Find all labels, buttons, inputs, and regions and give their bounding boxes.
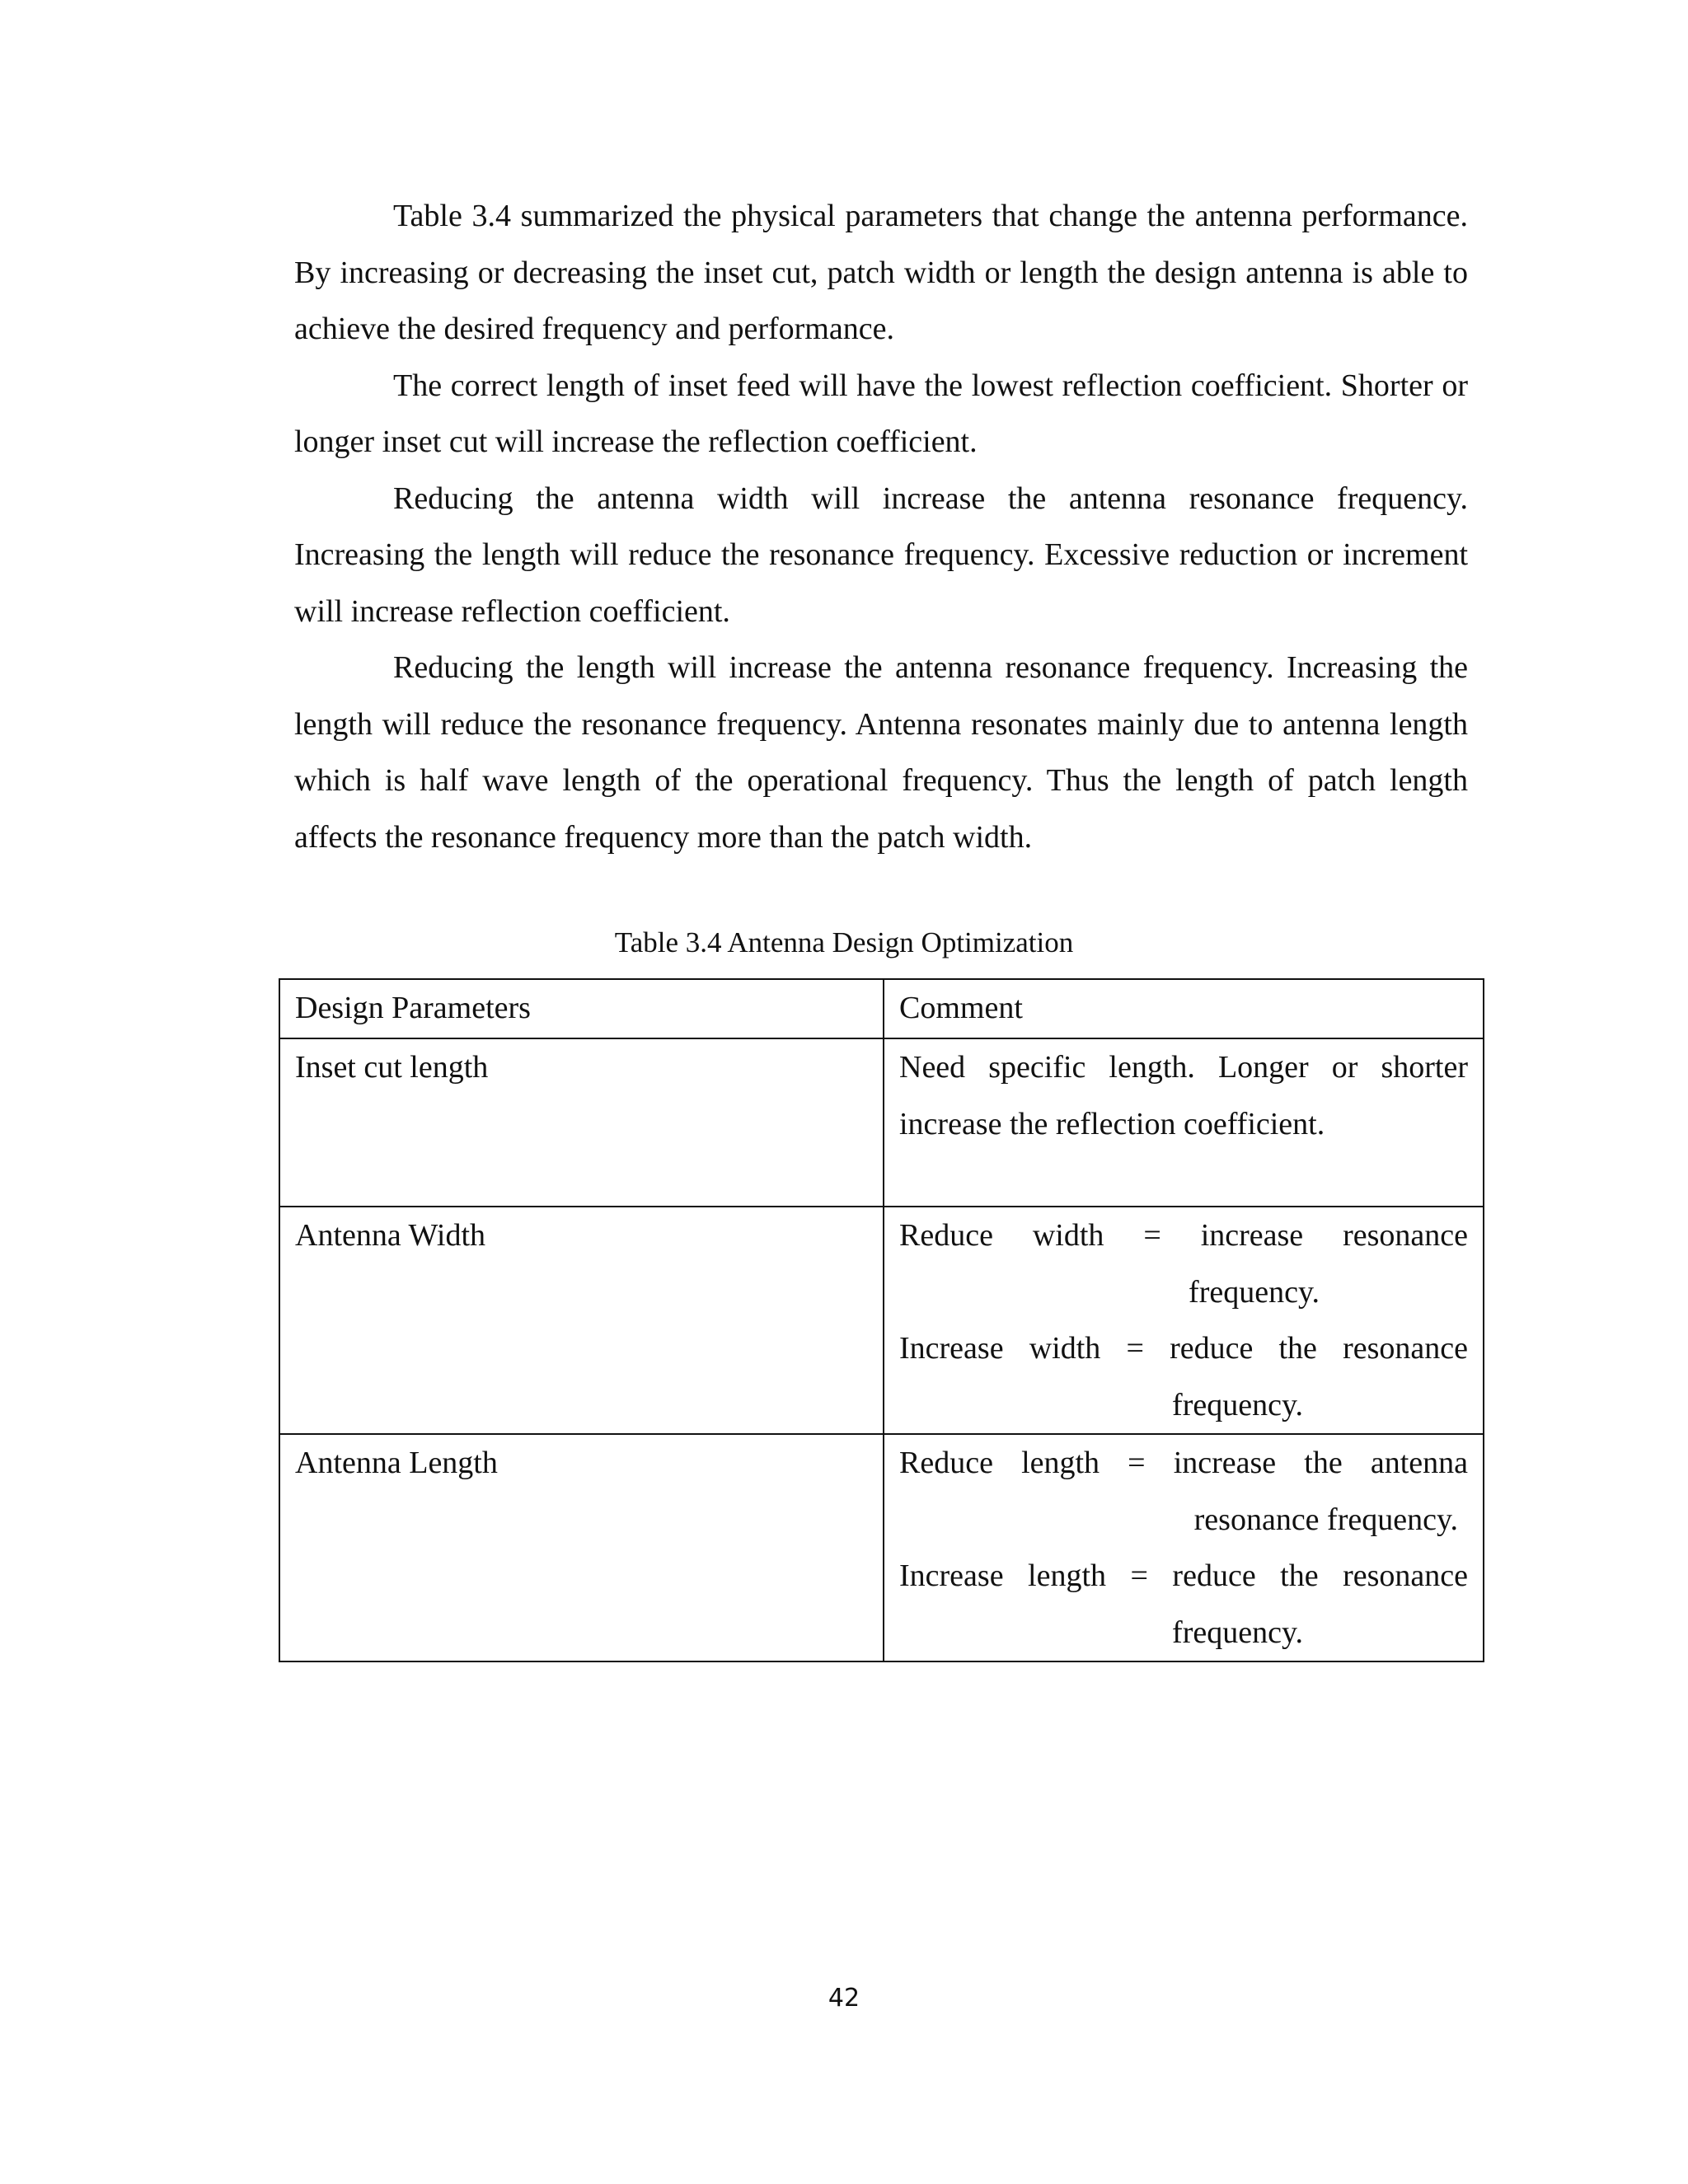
table-row xyxy=(279,1434,1484,1661)
comment-cell xyxy=(884,1434,1484,1661)
comment-line: resonance frequency. xyxy=(1193,1502,1458,1537)
parameter-cell: Antenna Width xyxy=(279,1207,884,1434)
page-number: 42 xyxy=(828,1984,860,2013)
table-row xyxy=(279,1038,1484,1207)
table-header-row xyxy=(279,979,1484,1038)
header-design-parameters: Design Parameters xyxy=(279,979,884,1038)
comment-line: Reduce width = increase resonance xyxy=(899,1218,1468,1253)
comment-line: Increase length = reduce the resonance xyxy=(899,1558,1468,1593)
comment-line: frequency. xyxy=(1172,1615,1303,1650)
comment-line: frequency. xyxy=(1172,1387,1303,1422)
header-comment: Comment xyxy=(884,979,1484,1038)
table-row xyxy=(279,1207,1484,1434)
comment-text: Need specific length. Longer or shorter increase the reflection coefficient. xyxy=(899,1050,1468,1141)
comment-line: Increase width = reduce the resonance xyxy=(899,1331,1468,1366)
paragraph-3: Reducing the antenna width will increase the antenna resonance frequency. Increasing the length will reduce the resonance frequency. Excessive reduction or increment will increase reflection coefficient. xyxy=(294,480,1468,629)
comment-cell xyxy=(884,1207,1484,1434)
table-caption: Table 3.4 Antenna Design Optimization xyxy=(614,926,1074,958)
comment-line: Reduce length = increase the antenna xyxy=(899,1446,1468,1480)
paragraph-1: Table 3.4 summarized the physical parameters that change the antenna performance. By increasing or decreasing the inset cut, patch width or length the design antenna is able to achieve the desired frequency and performance. xyxy=(294,199,1468,346)
comment-cell xyxy=(884,1038,1484,1207)
parameter-cell: Inset cut length xyxy=(279,1038,884,1207)
paragraph-4: Reducing the length will increase the antenna resonance frequency. Increasing the length will reduce the resonance frequency. Antenna resonates mainly due to antenna length which is half wave length of the operational frequency. Thus the length of patch length affects the resonance frequency more than the patch width. xyxy=(294,650,1468,855)
comment-line: frequency. xyxy=(1189,1274,1320,1310)
parameter-cell: Antenna Length xyxy=(279,1434,884,1661)
body-text xyxy=(294,188,1468,865)
paragraph-2: The correct length of inset feed will have the lowest reflection coefficient. Shorter or longer inset cut will increase the reflection coefficient. xyxy=(294,368,1468,459)
design-optimization-table xyxy=(279,978,1484,1662)
